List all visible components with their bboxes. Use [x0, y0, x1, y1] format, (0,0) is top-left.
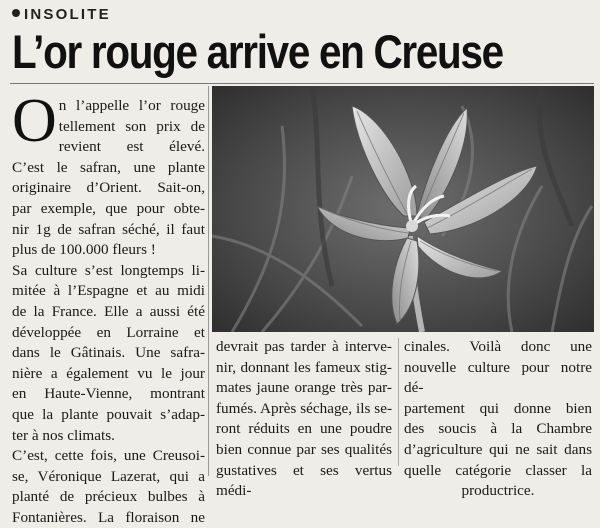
text-line: cinales. Voilà donc une: [404, 338, 592, 355]
text-line: nir 1g de safran séché, il faut: [12, 220, 205, 238]
text-line: se, Véronique Lazerat, qui a: [12, 467, 205, 485]
text-line: tellement son prix de: [58, 117, 205, 135]
text-line: d’agriculture qui ne sait dans: [404, 440, 592, 458]
text-line: de la France. Elle a aussi été: [12, 302, 205, 320]
text-line: devrait pas tarder à interve-: [216, 338, 392, 355]
text-line: ter à nos climats.: [12, 426, 115, 444]
text-line: Fontanières. La floraison ne: [12, 508, 205, 526]
article-column-2: [216, 337, 392, 502]
text-line: des soucis à la Chambre: [404, 420, 592, 438]
text-line: nière a également vu le jour: [12, 364, 205, 382]
column-divider: [398, 338, 399, 466]
text-line: en Haute-Vienne, montrant: [12, 385, 205, 403]
text-line: fumés. Après séchage, ils se-: [216, 399, 392, 417]
text-line: originaire d’Orient. Sait-on,: [12, 179, 205, 197]
text-line: nouvelle culture pour notre dé-: [404, 358, 592, 397]
text-line: C’est, cette fois, une Creusoi-: [12, 447, 205, 465]
text-line: développée en Lorraine et: [12, 323, 205, 341]
text-line: n l’appelle l’or rouge: [58, 97, 205, 114]
article-column-3: [404, 337, 592, 502]
headline-rule: [10, 83, 594, 84]
text-line: bien connue par ses qualités: [216, 440, 392, 458]
crocus-flower-image: [212, 86, 594, 332]
bullet-icon: [12, 9, 20, 17]
text-line: C’est le safran, une plante: [12, 158, 205, 176]
text-line: gustatives et ses vertus médi-: [216, 461, 392, 500]
text-line: quelle catégorie classer la: [404, 461, 592, 479]
saffron-photo: [212, 86, 594, 332]
rubric-label: INSOLITE: [24, 6, 111, 23]
text-line: mitée à l’Espagne et au midi: [12, 282, 205, 300]
text-line: partement qui donne bien: [404, 399, 592, 417]
text-line: productrice.: [461, 482, 535, 500]
dropcap: O: [12, 87, 57, 155]
text-line: que la plante pouvait s’adap-: [12, 405, 205, 423]
text-line: planté de précieux bulbes à: [12, 488, 205, 506]
section-rubric: [12, 6, 111, 23]
text-line: par exemple, que pour obte-: [12, 199, 205, 217]
text-line: dans le Gâtinais. Une safra-: [12, 344, 205, 362]
text-line: nir, donnant les fameux stig-: [216, 358, 392, 376]
text-line: mates jaune orange très par-: [216, 379, 392, 397]
text-line: Sa culture s’est longtemps li-: [12, 261, 205, 279]
text-line: plus de 100.000 fleurs !: [12, 241, 156, 259]
column-divider: [208, 86, 209, 476]
text-line: revient est élevé.: [58, 138, 205, 156]
headline: L’or rouge arrive en Creuse: [12, 25, 503, 78]
article-column-1: [12, 87, 205, 528]
text-line: ront réduits en une poudre: [216, 420, 392, 438]
